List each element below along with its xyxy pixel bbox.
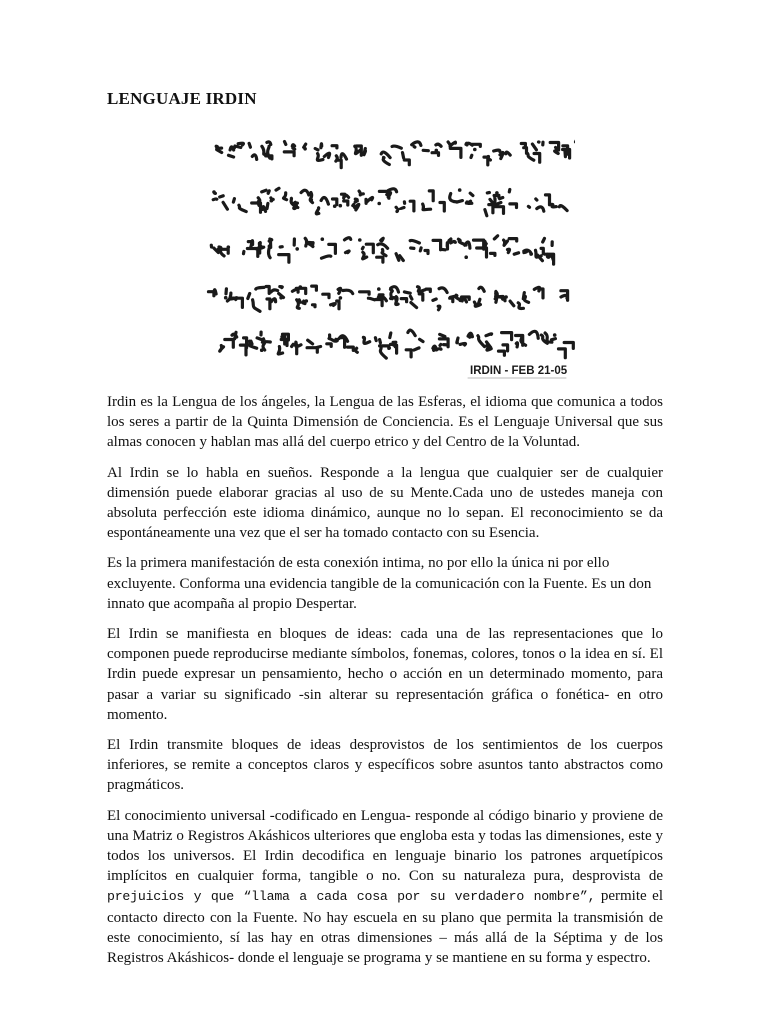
irdin-script-image [200, 118, 575, 386]
script-dot [339, 296, 343, 300]
script-glyph [536, 238, 545, 260]
script-glyph [244, 338, 257, 348]
script-dot [303, 147, 307, 151]
script-glyph [377, 238, 388, 262]
script-glyph [478, 334, 492, 350]
script-glyph [335, 336, 353, 351]
script-dot [458, 188, 462, 192]
script-glyph [220, 340, 234, 352]
script-glyph [466, 143, 480, 157]
script-glyph [278, 334, 288, 354]
script-glyph [561, 291, 568, 301]
script-glyph [528, 195, 549, 211]
script-glyph [292, 288, 305, 308]
script-glyph [495, 292, 503, 303]
script-dot [310, 198, 314, 202]
script-dot [353, 145, 357, 149]
script-glyph [509, 190, 516, 208]
paragraph-6-start: El conocimiento universal -codificado en Lengua- responde al código binario y proviene de una Matriz o Registros Akáshicos ulteriores que engloba esta y todas las dimensiones, este y todos los universos. El Irdin decodifica en lenguaje binario los patrones arquetípicos implícitos en cualquier forma, tangible o no. Con su naturaleza pura, desprovista de [107, 807, 663, 885]
script-line [209, 285, 568, 311]
script-glyph [213, 193, 227, 209]
script-dot [464, 255, 468, 259]
script-glyph [418, 287, 437, 301]
script-dot [553, 333, 557, 337]
script-dot [333, 204, 337, 208]
script-glyph [345, 238, 351, 253]
script-glyph [248, 287, 264, 311]
script-glyph [390, 333, 397, 353]
script-dot [459, 297, 463, 301]
script-glyph [563, 139, 575, 158]
script-dot [260, 348, 264, 352]
script-glyph [381, 146, 401, 164]
script-glyph [305, 238, 313, 246]
script-glyph [366, 191, 389, 203]
script-glyph [441, 239, 456, 250]
script-line [211, 236, 553, 264]
script-glyph [518, 293, 528, 309]
irdin-script-glyphs [200, 118, 575, 386]
document-title: LENGUAJE IRDIN [107, 89, 257, 108]
script-dot [529, 252, 533, 256]
script-glyph [438, 288, 454, 310]
script-line [220, 330, 574, 358]
script-glyph [375, 338, 388, 358]
script-dot [279, 296, 283, 300]
paragraph-6-end: permite el contacto directo con la Fuente. No hay escuela en su plano que permita la transmisión de este conocimiento, sí las hay en otras dimensiones – más allá de la Séptima y de los Registros Akáshicos- donde el lenguaje se programa y se mantiene en su forma y espectro. [107, 888, 664, 967]
script-glyph [211, 245, 228, 256]
paragraph-4: El Irdin se manifiesta en bloques de ideas: cada una de las representaciones que lo componen puede reproducirse mediante símbolos, fonemas, colores, tonos o la idea en sí. El Irdin puede expresar un pensamiento, hecho o acción en un determinado momento, para pasar a variar su significado -sin alterar su representación gráfica o fonética- en otro momento. [107, 626, 663, 723]
script-dot [305, 299, 309, 303]
script-glyph [534, 287, 543, 298]
paragraph-6-quote: prejuicios y que “llama a cada cosa por su verdadero nombre”, [107, 889, 596, 905]
script-dot [358, 238, 362, 242]
script-glyph [425, 240, 441, 253]
script-glyph [355, 337, 369, 352]
script-glyph [474, 287, 484, 306]
script-glyph [268, 239, 288, 262]
script-glyph [280, 239, 294, 247]
script-glyph [457, 333, 472, 345]
script-glyph [267, 188, 279, 208]
script-dot [387, 346, 391, 350]
script-glyph [484, 150, 500, 165]
script-glyph [516, 336, 526, 347]
paragraph-3: Es la primera manifestación de esta conexión intima, no por ello la única ni por ello excluyente. Conforma una evidencia tangible de la comunicación con la Fuente. Es un don innato que acompaña al propio Despertar. [107, 555, 652, 612]
script-glyph [362, 244, 373, 259]
script-glyph [494, 195, 503, 213]
script-line [216, 139, 575, 167]
script-glyph [504, 239, 519, 255]
script-dot [299, 285, 303, 289]
script-dot [453, 141, 457, 145]
paragraph-2: Al Irdin se lo habla en sueños. Responde a la lengua que cualquier ser de cualquier dimensión puede elaborar gracias al uso de su Mente.Cada uno de ustedes maneja con absoluta perfección este idioma dinámico, aunque no lo sepan. El reconocimiento se da espontáneamente una vez que el ser ha tomado contacto con su Esencia. [107, 464, 663, 542]
script-glyph [440, 194, 457, 212]
script-dot [321, 237, 325, 241]
script-dot [295, 247, 299, 251]
script-glyph [410, 240, 421, 250]
script-dot [504, 295, 508, 299]
script-glyph [391, 287, 399, 305]
script-glyph [412, 142, 429, 151]
script-glyph [499, 333, 512, 356]
script-glyph [292, 342, 301, 354]
script-glyph [401, 292, 416, 308]
script-dot [212, 190, 216, 194]
script-glyph [315, 144, 329, 161]
script-glyph [262, 142, 272, 159]
script-glyph [322, 244, 336, 258]
script-dot [232, 146, 236, 150]
script-glyph [360, 292, 375, 300]
script-dot [377, 287, 381, 291]
script-glyph [457, 193, 473, 203]
script-glyph [545, 242, 554, 264]
script-glyph [406, 330, 419, 357]
script-glyph [323, 294, 335, 305]
script-dot [473, 148, 477, 152]
script-glyph [252, 190, 266, 212]
script-glyph [317, 335, 334, 347]
paragraph-1: Irdin es la Lengua de los ángeles, la Lengua de las Esferas, el idioma que comunica a todos los seres a partir de la Quinta Dimensión de Conciencia. Es el Lenguaje Universal que sus almas conocen y hablan mas allá del cuerpo etrico y del Centro de la Voluntad. [107, 394, 663, 451]
script-glyph [503, 298, 514, 306]
script-glyph [279, 287, 284, 298]
script-glyph [550, 143, 558, 154]
script-dot [495, 191, 499, 195]
script-glyph [529, 331, 552, 343]
paragraph-6 [107, 806, 663, 969]
figure-signature: IRDIN - FEB 21-05 [470, 365, 568, 377]
script-glyph [420, 339, 441, 350]
script-glyph [396, 254, 403, 261]
script-glyph [233, 199, 246, 212]
document-body [107, 392, 663, 978]
script-glyph [500, 152, 510, 159]
script-glyph [376, 295, 387, 306]
script-dot [259, 245, 263, 249]
script-glyph [249, 143, 257, 159]
script-dot [435, 149, 439, 153]
script-glyph [552, 339, 574, 358]
script-glyph [387, 189, 404, 212]
script-glyph [307, 340, 317, 352]
script-glyph [332, 146, 346, 168]
script-dot [377, 202, 381, 206]
script-dot [227, 245, 231, 249]
script-glyph [552, 204, 567, 210]
script-glyph [458, 239, 470, 248]
script-glyph [403, 153, 410, 165]
script-glyph [404, 201, 413, 211]
script-line [212, 188, 567, 215]
script-glyph [229, 143, 244, 157]
script-glyph [266, 287, 278, 309]
script-glyph [439, 334, 448, 346]
script-dot [259, 204, 263, 208]
script-dot [487, 155, 491, 159]
script-glyph [257, 332, 270, 350]
script-glyph [342, 194, 349, 205]
script-glyph [363, 149, 365, 155]
script-glyph [284, 193, 298, 209]
script-glyph [216, 146, 222, 152]
script-dot [455, 341, 459, 345]
script-dot [224, 296, 228, 300]
script-glyph [353, 191, 364, 210]
script-dot [339, 204, 343, 208]
script-glyph [423, 191, 434, 210]
paragraph-5: El Irdin transmite bloques de ideas desprovistos de los sentimientos de los cuerpos inferiores, se remite a conceptos claros y específicos sobre asuntos tanto abstractos como pragmáticos. [107, 737, 663, 794]
